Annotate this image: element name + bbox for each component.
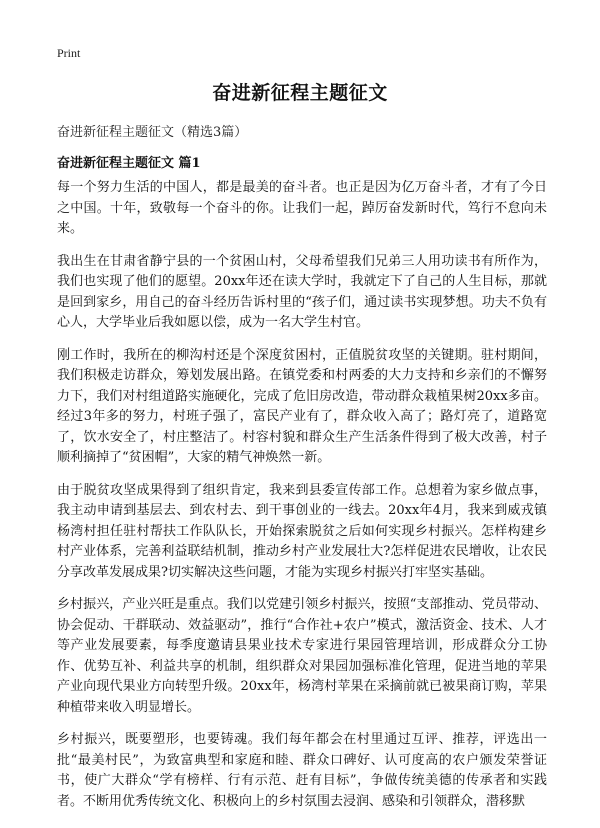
document-subtitle: 奋进新征程主题征文（精选3篇） <box>57 125 248 140</box>
paragraph-6: 乡村振兴，既要塑形，也要铸魂。我们每年都会在村里通过互评、推荐，评选出一批“最美村民”，为致富典型和家庭和睦、群众口碑好、认可度高的农户颁发荣誉证书，使广大群众“学有榜样、行有示范、赶有目标”，争做传统美德的传承者和实践者。不断用优秀传统文化、积极向上的乡村氛围去浸润、感染和引领群众，潜移默 <box>57 732 547 809</box>
article-body <box>57 178 547 824</box>
section-heading: 奋进新征程主题征文 篇1 <box>57 156 201 171</box>
paragraph-4: 由于脱贫攻坚成果得到了组织肯定，我来到县委宣传部工作。总想着为家乡做点事，我主动申请到基层去、到农村去、到干事创业的一线去。20xx年4月，我来到威戎镇杨湾村担任驻村帮扶工作队队长，开始探索脱贫之后如何实现乡村振兴。怎样构建乡村产业体系，完善利益联结机制，推动乡村产业发展壮大?怎样促进农民增收，让农民分享改革发展成果?切实解决这些问题，才能为实现乡村振兴打牢坚实基础。 <box>57 482 547 580</box>
paragraph-2: 我出生在甘肃省静宁县的一个贫困山村，父母希望我们兄弟三人用功读书有所作为，我们也实现了他们的愿望。20xx年还在读大学时，我就定下了自己的人生目标，那就是回到家乡，用自己的奋斗经历告诉村里的“孩子们，通过读书实现梦想。功夫不负有心人，大学毕业后我如愿以偿，成为一名大学生村官。 <box>57 253 547 330</box>
paragraph-5: 乡村振兴，产业兴旺是重点。我们以党建引领乡村振兴，按照“支部推动、党员带动、协会促动、干群联动、效益驱动”，推行“合作社+农户”模式，激活资金、技术、人才等产业发展要素，每季度邀请县果业技术专家进行果园管理培训，形成群众分工协作、优势互补、利益共享的机制，组织群众对果园加强标准化管理，促进当地的苹果产业向现代果业方向转型升级。20xx年，杨湾村苹果在采摘前就已被果商订购，苹果种植带来收入明显增长。 <box>57 597 547 715</box>
paragraph-1: 每一个努力生活的中国人，都是最美的奋斗者。也正是因为亿万奋斗者，才有了今日之中国。十年，致敬每一个奋斗的你。让我们一起，踔厉奋发新时代，笃行不怠向未来。 <box>57 180 547 236</box>
print-label: Print <box>57 46 81 60</box>
paragraph-3: 刚工作时，我所在的柳沟村还是个深度贫困村，正值脱贫攻坚的关键期。驻村期间，我们积极走访群众，筹划发展出路。在镇党委和村两委的大力支持和乡亲们的不懈努力下，我们对村组道路实施硬化，完成了危旧房改造，带动群众栽植果树20xx多亩。经过3年多的努力，村班子强了，富民产业有了，群众收入高了；路灯亮了，道路宽了，饮水安全了，村庄整洁了。村容村貌和群众生产生活条件得到了极大改善，村子顺利摘掉了“贫困帽”，大家的精气神焕然一新。 <box>57 347 547 465</box>
page-title: 奋进新征程主题征文 <box>212 82 388 104</box>
